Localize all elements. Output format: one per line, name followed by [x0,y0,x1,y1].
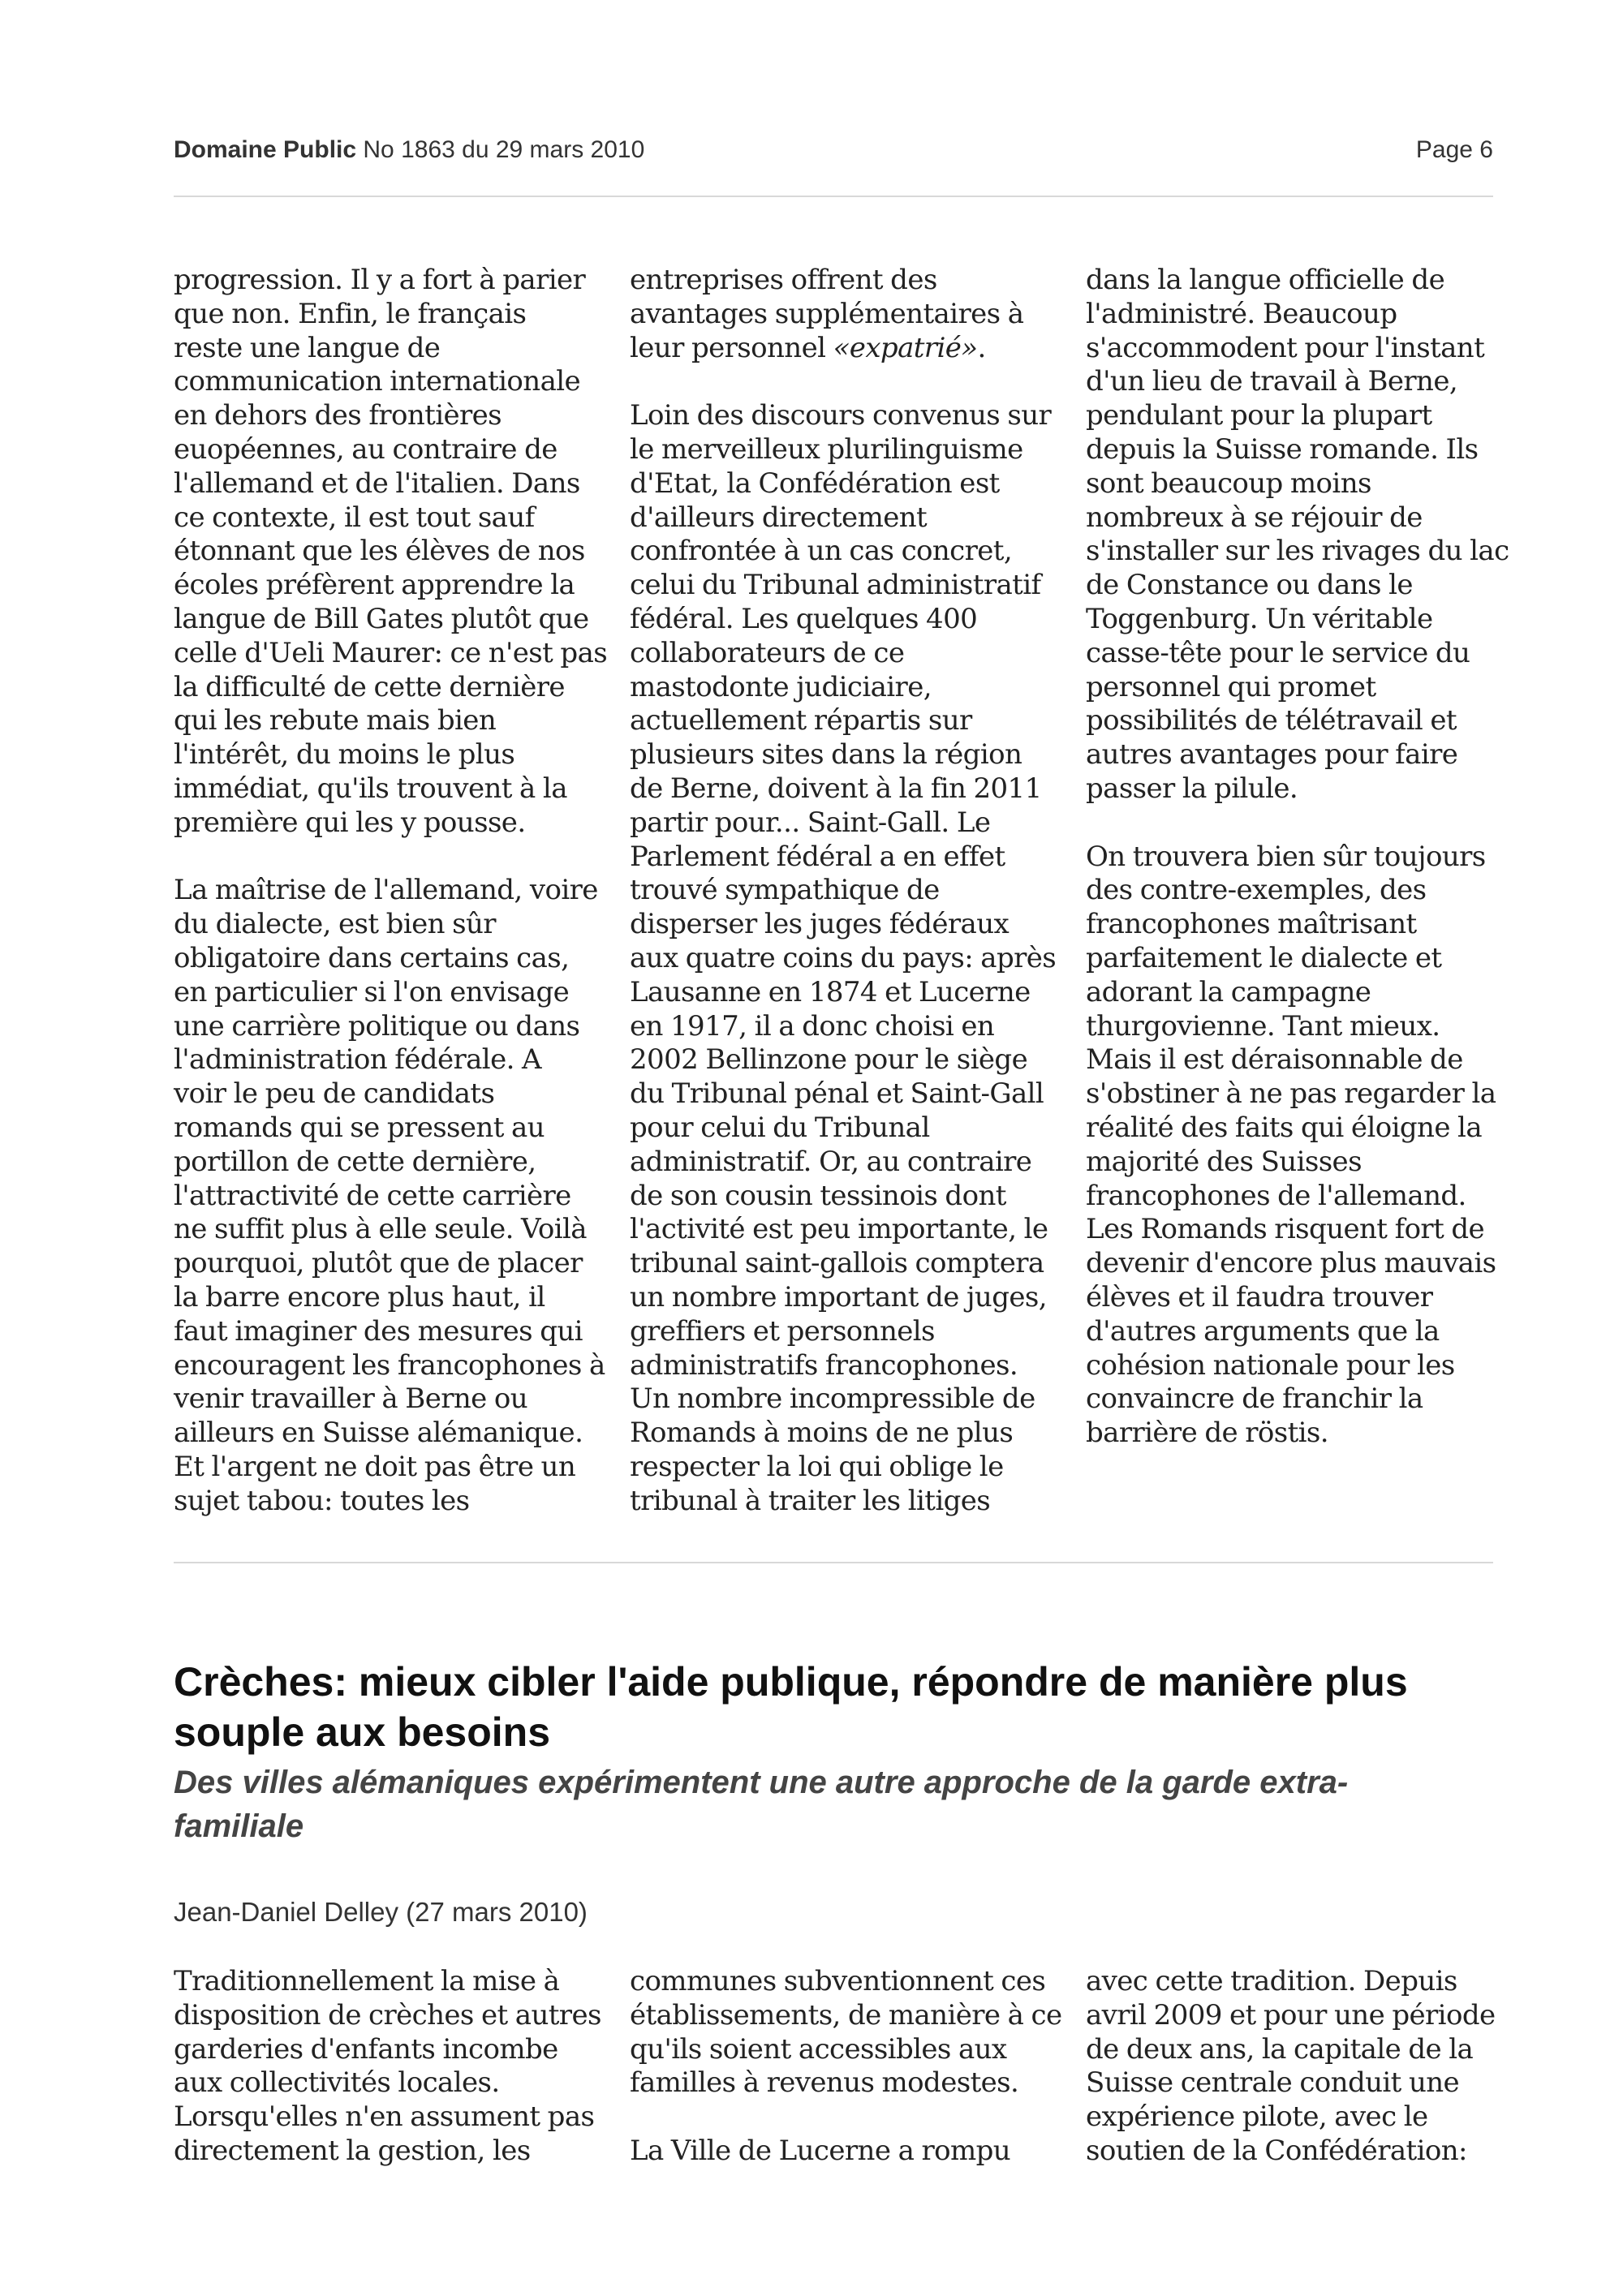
issue-info: No 1863 du 29 mars 2010 [363,136,645,163]
text-line: la difficulté de cette dernière [174,670,565,703]
text-line: francophones de l'allemand. [1086,1179,1466,1212]
text-line: d'autres arguments que la [1086,1314,1440,1348]
paragraph [630,1965,1062,2100]
title-line: souple aux besoins [174,1709,551,1755]
text-line: personnel qui promet [1086,670,1376,703]
paragraph [174,264,608,841]
text-line: sont beaucoup moins [1086,467,1371,500]
paragraph [1086,841,1508,1451]
text-line: d'un lieu de travail à Berne, [1086,365,1458,398]
text-line: aux quatre coins du pays: après [630,941,1057,974]
text-line: Mais il est déraisonnable de [1086,1043,1463,1077]
page-header [174,136,1493,164]
text-line: en particulier si l'on envisage [174,975,570,1008]
text-line: mastodonte judiciaire, [630,670,932,703]
article-subtitle [174,1761,1493,1848]
text-line: l'administré. Beaucoup [1086,297,1397,330]
text-line: écoles préfèrent apprendre la [174,569,575,602]
text-line: des contre-exemples, des [1086,874,1427,907]
paragraph [1086,1965,1508,2169]
text-line: cohésion nationale pour les [1086,1348,1455,1382]
text-line: la barre encore plus haut, il [174,1280,545,1314]
text-line: partir pour... Saint-Gall. Le [630,806,991,839]
text-line: portillon de cette dernière, [174,1145,536,1178]
text-line: Suisse centrale conduit une [1086,2066,1460,2100]
paragraph [630,2135,1052,2169]
text-line: reste une langue de [174,331,441,364]
text-line: romands qui se pressent au [174,1111,545,1144]
text-line: entreprises offrent des [630,264,937,296]
text-line: administratif. Or, au contraire [630,1145,1032,1178]
text-line: l'activité est peu importante, le [630,1213,1048,1246]
text-line: ne suffit plus à elle seule. Voilà [174,1213,587,1246]
text-line: Lorsqu'elles n'en assument pas [174,2100,595,2134]
text-line: Un nombre incompressible de [630,1382,1035,1416]
article1-column-2 [630,264,1057,1518]
text-line: en 1917, il a donc choisi en [630,1009,995,1043]
text-line: un nombre important de juges, [630,1280,1047,1314]
text-line: Loin des discours convenus sur [630,399,1052,432]
article2-column-3 [1086,1965,1508,2169]
text-line: disposition de crèches et autres [174,1998,601,2032]
text-line: s'installer sur les rivages du lac [1086,535,1509,568]
subtitle-line: familiale [174,1808,304,1844]
text-line: venir travailler à Berne ou [174,1382,528,1416]
text-line: thurgovienne. Tant mieux. [1086,1009,1440,1043]
text-line: qu'ils soient accessibles aux [630,2032,1007,2066]
title-line: Crèches: mieux cibler l'aide publique, répondre de manière plus [174,1659,1408,1705]
text-line: greffiers et personnels [630,1314,935,1348]
text-line: depuis la Suisse romande. Ils [1086,432,1479,466]
text-line: barrière de röstis. [1086,1417,1328,1450]
text-line: tribunal saint-gallois comptera [630,1247,1044,1280]
text-line: étonnant que les élèves de nos [174,535,585,568]
text-line: de deux ans, la capitale de la [1086,2032,1474,2066]
text-line: garderies d'enfants incombe [174,2032,558,2066]
paragraph [630,399,1057,1518]
text-line: immédiat, qu'ils trouvent à la [174,772,567,805]
article-title [174,1657,1493,1757]
byline: Jean-Daniel Delley (27 mars 2010) [174,1897,588,1927]
text-line: pendulant pour la plupart [1086,399,1432,432]
text-line: convaincre de franchir la [1086,1382,1423,1416]
text-line: de son cousin tessinois dont [630,1179,1006,1212]
header-divider [174,196,1493,197]
text-line: qui les rebute mais bien [174,704,497,737]
text-line: communication internationale [174,365,581,398]
text-line: avantages supplémentaires à [630,297,1024,330]
text-line: collaborateurs de ce [630,636,905,669]
text-line: respecter la loi qui oblige le [630,1450,1004,1483]
text-line: celle d'Ueli Maurer: ce n'est pas [174,636,608,669]
text-fragment: . [977,331,986,364]
text-line: l'administration fédérale. A [174,1043,541,1077]
text-line: voir le peu de candidats [174,1077,495,1111]
text-line: adorant la campagne [1086,975,1371,1008]
text-line: réalité des faits qui éloigne la [1086,1111,1482,1144]
text-line: de Constance ou dans le [1086,569,1413,602]
text-line: Romands à moins de ne plus [630,1417,1014,1450]
text-line: l'attractivité de cette carrière [174,1179,571,1212]
text-line: Toggenburg. Un véritable [1086,602,1433,635]
text-line: On trouvera bien sûr toujours [1086,840,1486,873]
paragraph [1086,264,1508,806]
text-line: Traditionnellement la mise à [174,1965,560,1997]
text-line: Et l'argent ne doit pas être un [174,1450,576,1483]
text-line: l'intérêt, du moins le plus [174,738,515,772]
text-line: La maîtrise de l'allemand, voire [174,874,598,907]
text-line: progression. Il y a fort à parier [174,264,586,296]
emphasized-text: «expatrié» [833,331,978,364]
text-line: devenir d'encore plus mauvais [1086,1247,1496,1280]
text-line: Les Romands risquent fort de [1086,1213,1485,1246]
text-line: établissements, de manière à ce [630,1998,1062,2032]
text-line: une carrière politique ou dans [174,1009,580,1043]
article1-column-1 [174,264,608,1518]
text-line: fédéral. Les quelques 400 [630,602,978,635]
text-line: dans la langue officielle de [1086,264,1445,296]
text-line: Lausanne en 1874 et Lucerne [630,975,1031,1008]
text-line: que non. Enfin, le français [174,297,527,330]
text-line: du Tribunal pénal et Saint-Gall [630,1077,1044,1111]
text-line: pourquoi, plutôt que de placer [174,1247,583,1280]
text-line: ailleurs en Suisse alémanique. [174,1417,583,1450]
page-number: Page 6 [1415,136,1493,163]
text-line: élèves et il faudra trouver [1086,1280,1433,1314]
text-line: La Ville de Lucerne a rompu [630,2134,1011,2167]
text-line: nombreux à se réjouir de [1086,501,1423,534]
article1-column-3 [1086,264,1508,1451]
paragraph [174,874,605,1518]
text-line: sujet tabou: toutes les [174,1484,470,1517]
article2-column-2 [630,1965,1062,2169]
text-line: plusieurs sites dans la région [630,738,1022,772]
text-line [630,332,1052,366]
text-line: en dehors des frontières [174,399,502,432]
text-line: 2002 Bellinzone pour le siège [630,1043,1028,1077]
text-line: du dialecte, est bien sûr [174,908,496,941]
article-divider [174,1562,1493,1563]
text-fragment: leur personnel [630,331,833,364]
paragraph [630,264,1052,365]
text-line: autres avantages pour faire [1086,738,1458,772]
text-line: actuellement répartis sur [630,704,972,737]
text-line: ce contexte, il est tout sauf [174,501,535,534]
text-line: tribunal à traiter les litiges [630,1484,991,1517]
text-line: s'accommodent pour l'instant [1086,331,1485,364]
text-line: possibilités de télétravail et [1086,704,1457,737]
text-line: langue de Bill Gates plutôt que [174,602,589,635]
text-line: expérience pilote, avec le [1086,2100,1428,2134]
text-line: le merveilleux plurilinguisme [630,432,1023,466]
text-line: obligatoire dans certains cas, [174,941,570,974]
text-line: euopéennes, au contraire de [174,432,558,466]
text-line: francophones maîtrisant [1086,908,1417,941]
text-line: confrontée à un cas concret, [630,535,1013,568]
text-line: directement la gestion, les [174,2134,531,2167]
subtitle-line: Des villes alémaniques expérimentent une autre approche de la garde extra- [174,1765,1349,1800]
publication-name: Domaine Public [174,136,357,163]
text-line: d'Etat, la Confédération est [630,467,1000,500]
text-line: parfaitement le dialecte et [1086,941,1442,974]
text-line: faut imaginer des mesures qui [174,1314,583,1348]
text-line: passer la pilule. [1086,772,1298,805]
text-line: Parlement fédéral a en effet [630,840,1005,873]
text-line: première qui les y pousse. [174,806,526,839]
article2-column-1 [174,1965,601,2169]
text-line: disperser les juges fédéraux [630,908,1010,941]
text-line: l'allemand et de l'italien. Dans [174,467,580,500]
text-line: s'obstiner à ne pas regarder la [1086,1077,1496,1111]
text-line: familles à revenus modestes. [630,2066,1019,2100]
text-line: de Berne, doivent à la fin 2011 [630,772,1042,805]
text-line: pour celui du Tribunal [630,1111,930,1144]
text-line: avril 2009 et pour une période [1086,1998,1496,2032]
text-line: communes subventionnent ces [630,1965,1046,1997]
text-line: administratifs francophones. [630,1348,1018,1382]
paragraph [174,1965,601,2169]
text-line: trouvé sympathique de [630,874,940,907]
text-line: soutien de la Confédération: [1086,2134,1467,2167]
text-line: casse-tête pour le service du [1086,636,1470,669]
text-line: encouragent les francophones à [174,1348,605,1382]
text-line: avec cette tradition. Depuis [1086,1965,1457,1997]
text-line: d'ailleurs directement [630,501,928,534]
text-line: majorité des Suisses [1086,1145,1362,1178]
text-line: celui du Tribunal administratif [630,569,1041,602]
text-line: aux collectivités locales. [174,2066,500,2100]
